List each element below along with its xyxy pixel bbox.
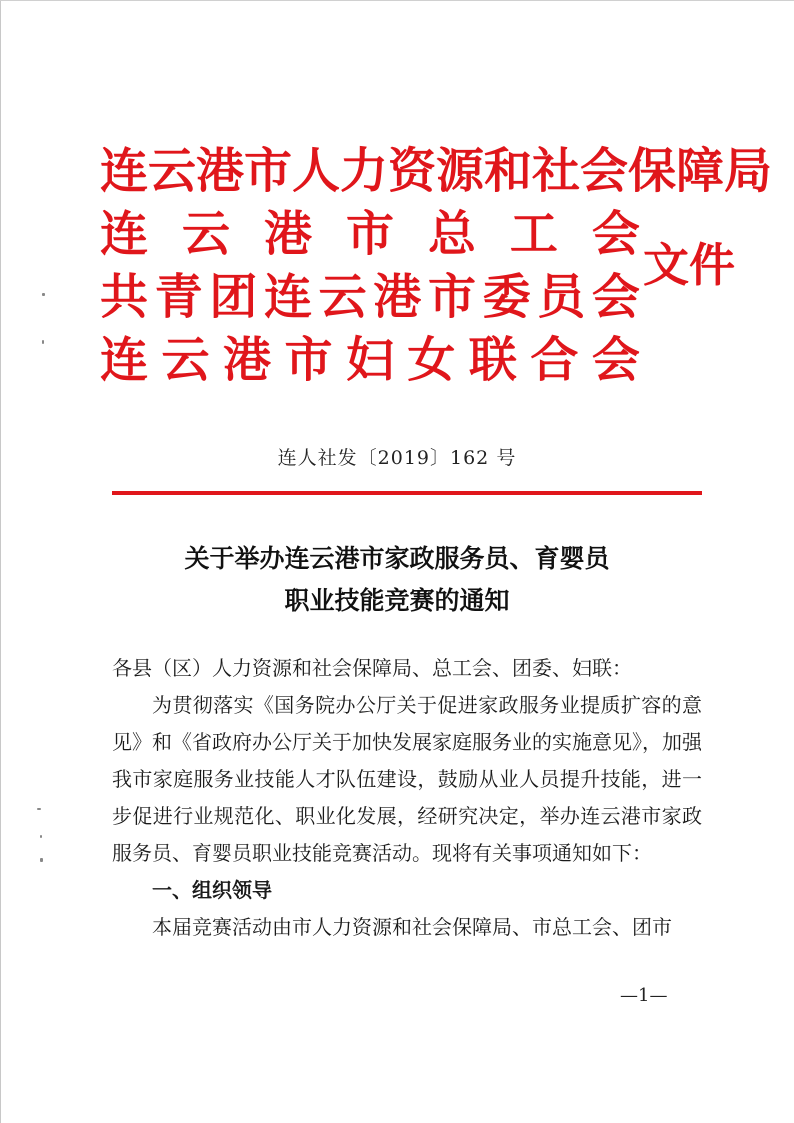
title-line-1: 关于举办连云港市家政服务员、育婴员 [184,544,610,573]
header-char: 云 [161,332,210,388]
header-char: 云 [318,269,367,325]
header-char: 市 [284,332,333,388]
section-heading-organization: 一、组织领导 [152,878,272,902]
header-char: 联 [468,332,517,388]
header-char: 市 [427,269,476,325]
header-char: 连 [100,332,149,388]
header-line-trade-union [100,203,640,266]
header-char: 员 [537,269,586,325]
header-char: 共 [100,269,149,325]
scan-speck [42,293,45,296]
red-separator-line [112,491,702,495]
header-line-womens-federation [100,329,640,392]
header-char: 妇 [345,332,394,388]
header-char: 委 [482,269,531,325]
page-number: —1— [620,985,668,1006]
header-line-youth-league [100,266,640,329]
scan-speck [42,340,44,344]
header-char: 合 [530,332,579,388]
header-char: 青 [154,269,203,325]
header-char: 云 [181,206,230,262]
header-line-hrss-bureau: 连云港市人力资源和社会保障局 [100,143,773,199]
header-char: 会 [591,206,640,262]
scan-speck [40,858,43,862]
header-char: 港 [222,332,271,388]
paragraph-organization: 本届竞赛活动由市人力资源和社会保障局、市总工会、团市 [152,915,672,939]
header-char: 会 [591,269,640,325]
salutation: 各县（区）人力资源和社会保障局、总工会、团委、妇联： [112,656,632,680]
header-char: 港 [373,269,422,325]
header-char: 总 [427,206,476,262]
title-line-2: 职业技能竞赛的通知 [284,586,510,615]
header-document-suffix: 文件 [643,238,735,292]
header-char: 连 [100,206,149,262]
header-char: 会 [591,332,640,388]
scan-speck [40,835,42,838]
document-number: 连人社发〔2019〕162 号 [277,447,517,469]
header-char: 工 [509,206,558,262]
header-char: 连 [263,269,312,325]
header-char: 女 [407,332,456,388]
paragraph-purpose: 为贯彻落实《国务院办公厅关于促进家政服务业提质扩容的意见》和《省政府办公厅关于加快发展家庭服务业的实施意见》，加强我市家庭服务业技能人才队伍建设，鼓励从业人员提升技能，进一步促进行业规范化、职业化发展，经研究决定，举办连云港市家政服务员、育婴员职业技能竞赛活动。现将有关事项通知如下： [112,693,702,865]
scan-top-line [0,0,794,1]
header-char: 团 [209,269,258,325]
header-char: 港 [263,206,312,262]
document-body [112,650,702,946]
header-char: 市 [345,206,394,262]
document-title [0,538,794,622]
scan-speck [37,808,41,810]
